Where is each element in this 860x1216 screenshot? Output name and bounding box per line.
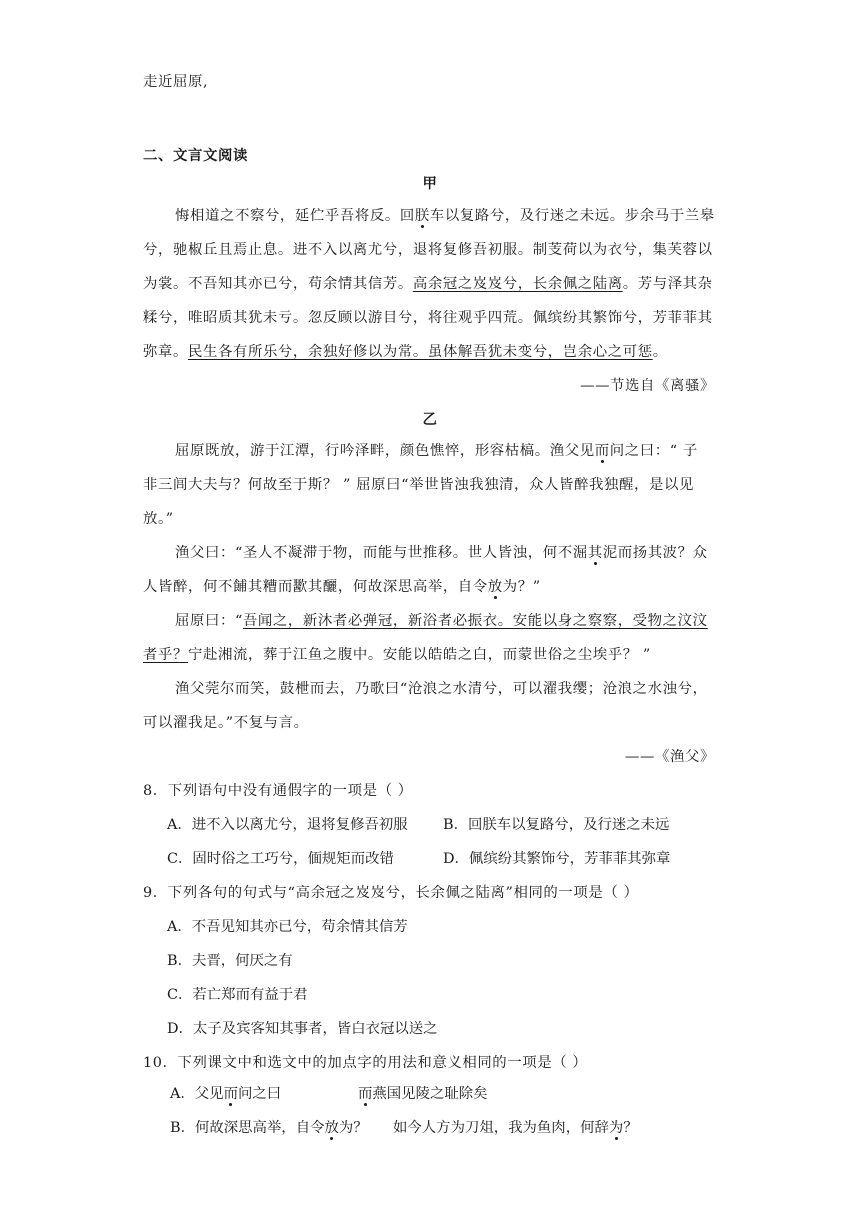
passage-yi-heading: 乙 <box>422 411 438 428</box>
question-10-option-b-pair: 如今人方为刀俎，我为鱼肉，何辞为？ <box>393 1120 638 1136</box>
question-9-option-c[interactable]: C．若亡郑而有益于君 <box>167 987 308 1003</box>
question-10-option-a-pair: 而燕国见陵之耻除矣 <box>358 1086 488 1102</box>
underlined-sentence: 者乎？ <box>143 647 188 663</box>
jia-line-3: 为裳。不吾知其亦已兮，苟余情其信芳。高余冠之岌岌兮，长余佩之陆离。芳与泽其杂 <box>143 276 713 292</box>
emphasis-dot-char: 放 <box>487 579 503 595</box>
emphasis-dot-char: 而 <box>223 1086 238 1102</box>
jia-line-2: 兮，驰椒丘且焉止息。进不入以离尤兮，退将复修吾初服。制芰荷以为衣兮，集芙蓉以 <box>143 242 713 258</box>
question-8-option-d[interactable]: D．佩缤纷其繁饰兮，芳菲菲其弥章 <box>443 851 671 867</box>
question-9-option-a[interactable]: A．不吾见知其亦已兮，苟余情其信芳 <box>167 919 408 935</box>
question-10-option-a[interactable]: A．父见而问之曰 <box>170 1086 282 1102</box>
question-8-option-a[interactable]: A．进不入以离尤兮，退将复修吾初服 <box>167 817 408 833</box>
emphasis-dot-char: 其 <box>587 545 603 561</box>
question-8-option-c[interactable]: C．固时俗之工巧兮，偭规矩而改错 <box>167 851 394 867</box>
question-9-stem: 9．下列各句的句式与“高余冠之岌岌兮，长余佩之陆离”相同的一项是（ ） <box>143 885 639 901</box>
question-10-stem: 10．下列课文中和选文中的加点字的用法和意义相同的一项是（ ） <box>143 1055 588 1071</box>
jia-line-4: 糅兮，唯昭质其犹未亏。忽反顾以游目兮，将往观乎四荒。佩缤纷其繁饰兮，芳菲菲其 <box>143 310 713 326</box>
section-title: 二、文言文阅读 <box>143 147 248 164</box>
question-8-stem: 8．下列语句中没有通假字的一项是（ ） <box>143 783 413 799</box>
yi-line-6: 屈原曰：“吾闻之，新沐者必弹冠，新浴者必振衣。安能以身之察察，受物之汶汶 <box>175 613 708 629</box>
emphasis-dot-char: 而 <box>358 1086 373 1102</box>
emphasis-dot-char: 而 <box>594 443 610 459</box>
yi-source: ——《渔父》 <box>625 749 715 765</box>
jia-line-5: 弥章。民生各有所乐兮，余独好修以为常。虽体解吾犹未变兮，岂余心之可惩。 <box>143 344 668 360</box>
question-10-option-b[interactable]: B．何故深思高举，自令放为？ <box>170 1120 368 1136</box>
question-9-option-d[interactable]: D．太子及宾客知其事者，皆白衣冠以送之 <box>167 1021 438 1037</box>
question-8-option-b[interactable]: B．回朕车以复路兮，及行迷之未远 <box>443 817 670 833</box>
emphasis-dot-char: 朕 <box>414 208 430 224</box>
yi-line-7: 者乎？宁赴湘流，葬于江鱼之腹中。安能以皓皓之白，而蒙世俗之尘埃乎？ ” <box>143 647 651 663</box>
jia-source: ——节选自《离骚》 <box>580 378 715 394</box>
underlined-sentence: 民生各有所乐兮，余独好修以为常。虽体解吾犹未变兮，岂余心之可惩 <box>187 344 653 360</box>
question-9-option-b[interactable]: B．夫晋，何厌之有 <box>167 953 293 969</box>
underlined-sentence: 吾闻之，新沐者必弹冠，新浴者必振衣。安能以身之察察，受物之汶汶 <box>242 613 708 629</box>
yi-line-2: 非三闾大夫与？何故至于斯？ ” 屈原曰“举世皆浊我独清，众人皆醉我独醒，是以见 <box>143 477 694 493</box>
yi-line-8: 渔父莞尔而笑，鼓枻而去，乃歌曰“沧浪之水清兮，可以濯我缨；沧浪之水浊兮， <box>175 681 708 697</box>
yi-line-1: 屈原既放，游于江潭，行吟泽畔，颜色憔悴，形容枯槁。渔父见而问之曰：“ 子 <box>175 443 698 459</box>
passage-jia-heading: 甲 <box>422 175 438 192</box>
top-text: 走近屈原, <box>143 74 209 90</box>
yi-line-5: 人皆醉，何不餔其糟而歠其釃，何故深思高举，自令放为？” <box>143 579 541 595</box>
yi-line-9: 可以濯我足。”不复与言。 <box>143 715 309 731</box>
yi-line-3: 放。” <box>143 511 174 527</box>
emphasis-dot-char: 为 <box>608 1120 624 1136</box>
yi-line-4: 渔父曰：“圣人不凝滞于物，而能与世推移。世人皆浊，何不淈其泥而扬其波？众 <box>175 545 708 561</box>
jia-line-1: 悔相道之不察兮，延伫乎吾将反。回朕车以复路兮，及行迷之未远。步余马于兰皋 <box>175 208 715 224</box>
emphasis-dot-char: 放 <box>324 1120 339 1136</box>
underlined-sentence: 高余冠之岌岌兮，长余佩之陆离 <box>412 276 623 292</box>
